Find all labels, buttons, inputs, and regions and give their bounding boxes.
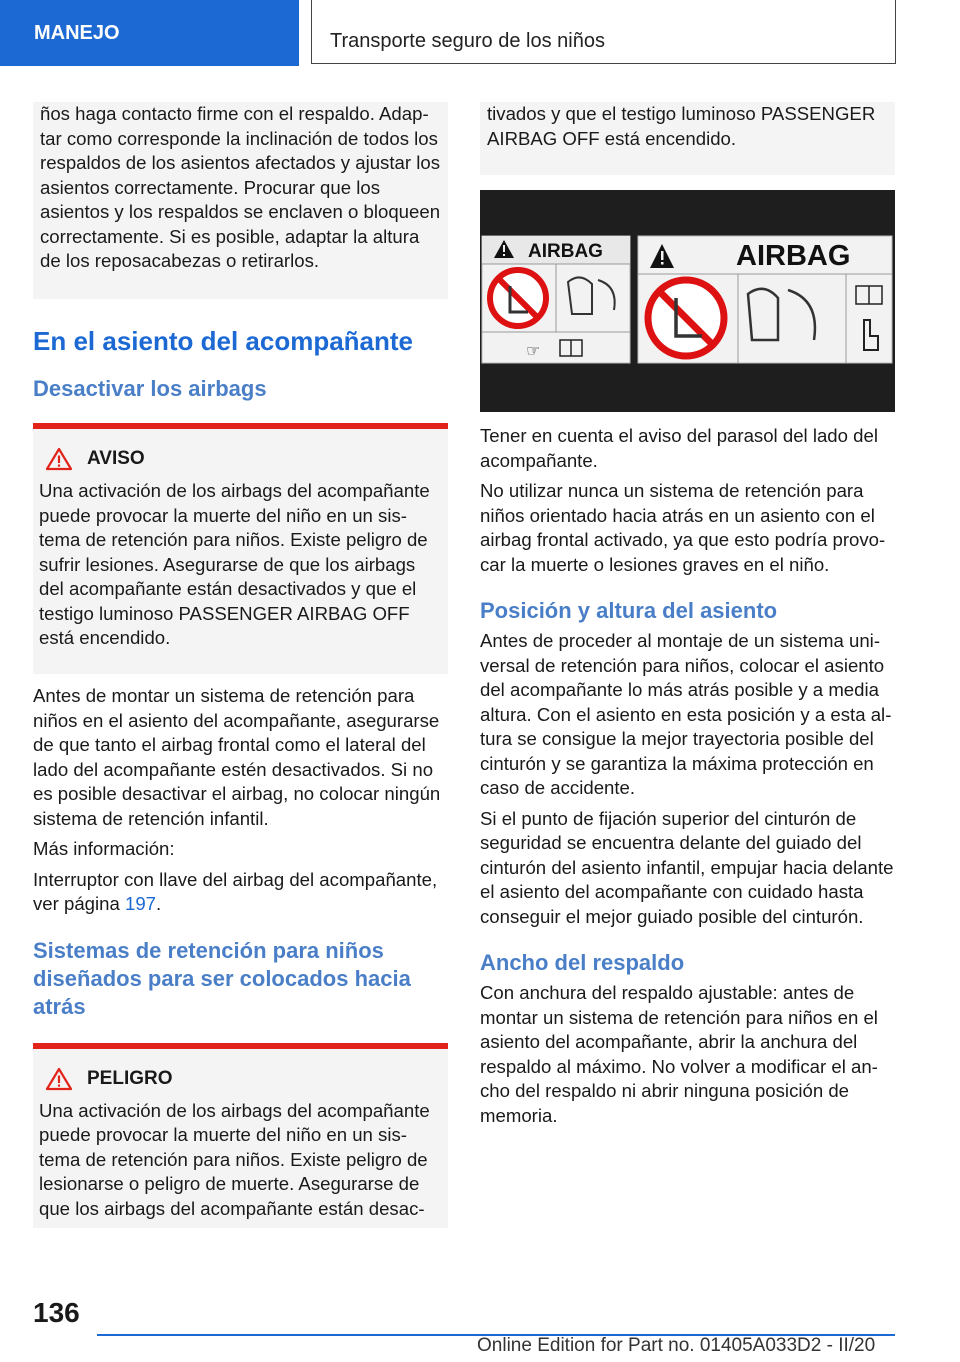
warning-text: Una activación de los airbags del acompañante puede provocar la muerte del niño en un sistema de retención para niños. Existe peligro de lesionarse o peligro de muerte. Asegurarse de que los airbags del acompañante están desac- xyxy=(39,1099,430,1219)
warning-header xyxy=(39,447,442,471)
subheading-deactivate-airbags: Desactivar los airbags xyxy=(33,376,267,401)
airbag-label-figure xyxy=(480,190,895,412)
left-column xyxy=(33,102,448,1228)
paragraph-text: . xyxy=(156,893,162,914)
page-link[interactable]: 197 xyxy=(125,893,157,914)
warning-header xyxy=(39,1067,442,1091)
warning-box-peligro xyxy=(33,1043,448,1228)
paragraph-with-link xyxy=(33,868,448,917)
subheading-rear-facing: Sistemas de retención para niños diseñados para ser colocados hacia atrás xyxy=(33,937,411,1019)
paragraph: Si el punto de fijación superior del cinturón de seguridad se encuentra delante del guiado del cinturón del asiento infantil, empujar hacia delante el asiento del acompañante con cuidado hasta conseguir el mejor guiado posible del cinturón. xyxy=(480,807,894,927)
paragraph: Antes de montar un sistema de retención para niños en el asiento del acompañante, asegurarse de que tanto el airbag frontal como el lateral del lado del acompañante estén desactivados. Si no es posible desactivar el airbag, no colocar ningún sistema de retención infantil. xyxy=(33,685,441,829)
warning-text: Una activación de los airbags del acompañante puede provocar la muerte del niño en un sistema de retención para niños. Existe peligro de sufrir lesiones. Asegurarse de que los airbags del acompañante están desactivados y que el testigo luminoso PASSENGER AIRBAG OFF está encendido. xyxy=(39,480,430,648)
warning-triangle-icon xyxy=(45,447,73,471)
page-header xyxy=(0,0,960,66)
paragraph: Más información: xyxy=(33,838,175,859)
paragraph: Tener en cuenta el aviso del parasol del lado del acompañante. xyxy=(480,425,878,471)
section-tab[interactable]: MANEJO xyxy=(0,0,299,66)
paragraph: No utilizar nunca un sistema de retención para niños orientado hacia atrás en un asiento con el airbag frontal activado, ya que esto podría provocar la muerte o lesiones graves en el niño. xyxy=(480,480,886,575)
subheading-backrest-width: Ancho del respaldo xyxy=(480,950,685,975)
subheading-seat-position: Posición y altura del asiento xyxy=(480,598,778,623)
continued-note-box xyxy=(480,102,895,175)
warning-label: AVISO xyxy=(87,448,145,469)
airbag-label-large: AIRBAG xyxy=(736,240,851,272)
warning-label: PELIGRO xyxy=(87,1067,173,1089)
continued-text: ños haga contacto firme con el respaldo. Adaptar como corresponde la inclinación de todos los respaldos de los asientos afectados y ajustar los asientos correctamente. Procurar que los asientos y los respaldos se enclaven o bloqueen correctamente. Si es posible, adaptar la altura de los reposacabezas o retirarlos. xyxy=(40,103,441,271)
paragraph-text: Interruptor con llave del airbag del acompañante, ver página xyxy=(33,868,438,914)
airbag-label-small: AIRBAG xyxy=(528,241,603,262)
page-title: Transporte seguro de los niños xyxy=(311,0,896,64)
paragraph: Con anchura del respaldo ajustable: antes de montar un sistema de retención para niños en el asiento del acompañante, abrir la anchura del respaldo al máximo. No volver a modificar el ancho del respaldo ni abrir ninguna posición de memoria. xyxy=(480,982,878,1126)
continued-text: tivados y que el testigo luminoso PASSENGER AIRBAG OFF está encendido. xyxy=(487,103,876,149)
continued-note-box xyxy=(33,102,448,299)
warning-box-aviso xyxy=(33,423,448,674)
warning-triangle-icon xyxy=(45,1067,73,1091)
airbag-warning-labels-image xyxy=(480,190,895,412)
section-heading: En el asiento del acompañante xyxy=(33,326,413,356)
page-number: 136 xyxy=(33,1297,80,1328)
edition-footer: Online Edition for Part no. 01405A033D2 - II/20 xyxy=(477,1335,876,1356)
right-column xyxy=(480,102,895,1128)
paragraph: Antes de proceder al montaje de un sistema universal de retención para niños, colocar el asiento del acompañante lo más atrás posible y a media altura. Con el asiento en esta posición y a esta altura se consigue la mejor trayectoria posible del cinturón y se garantiza la máxima protección en caso de accidente. xyxy=(480,630,892,798)
svg-text:☞: ☞ xyxy=(526,341,541,360)
